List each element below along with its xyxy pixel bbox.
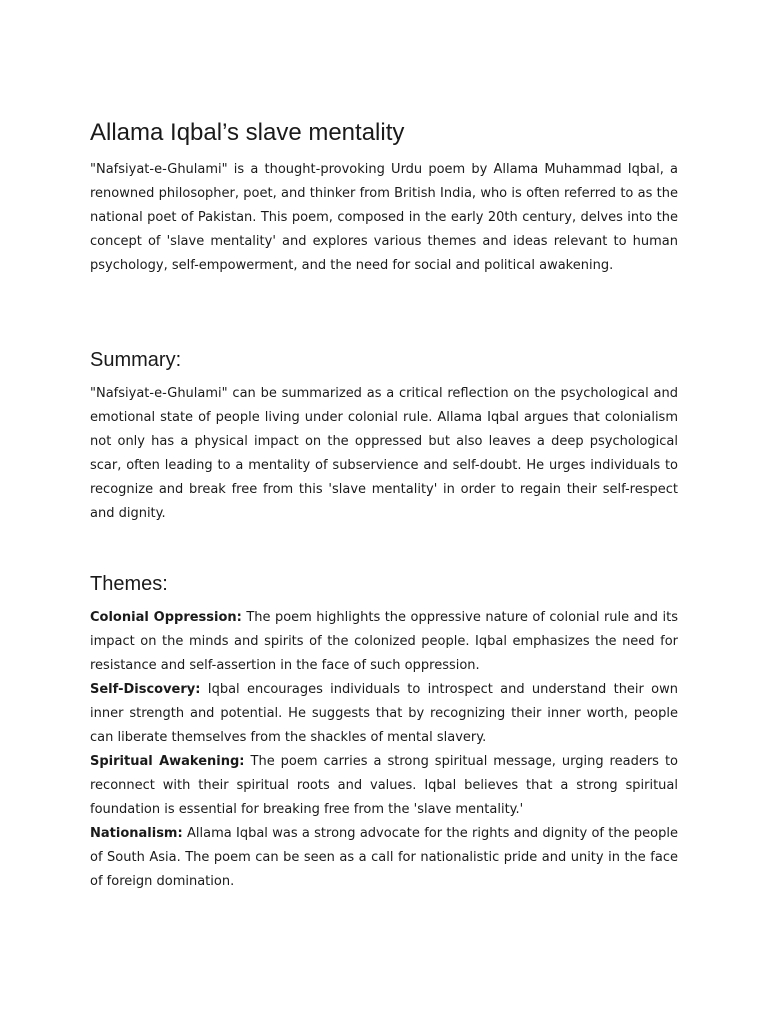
theme-text: Iqbal encourages individuals to introspect and understand their own inner strength and potential. He suggests that by recognizing their inner worth, people can liberate themselves from the shackles of mental slavery. bbox=[90, 682, 678, 745]
summary-heading: Summary: bbox=[90, 349, 182, 371]
page-title: Allama Iqbal’s slave mentality bbox=[90, 119, 405, 146]
theme-item-spiritual-awakening bbox=[90, 750, 678, 822]
theme-text: The poem highlights the oppressive nature of colonial rule and its impact on the minds and spirits of the colonized people. Iqbal emphasizes the need for resistance and self-assertion in the face of such oppression. bbox=[90, 610, 678, 673]
theme-text: The poem carries a strong spiritual message, urging readers to reconnect with their spiritual roots and values. Iqbal believes that a strong spiritual foundation is essential for breaking free from the 'slave mentality.' bbox=[90, 754, 678, 817]
themes-heading: Themes: bbox=[90, 573, 168, 595]
theme-name: Nationalism: bbox=[90, 826, 183, 841]
theme-name: Self-Discovery: bbox=[90, 682, 201, 697]
summary-paragraph: "Nafsiyat-e-Ghulami" can be summarized as a critical reflection on the psychological and emotional state of people living under colonial rule. Allama Iqbal argues that colonialism not only has a physical impact on the oppressed but also leaves a deep psychological scar, often leading to a mentality of subservience and self-doubt. He urges individuals to recognize and break free from this 'slave mentality' in order to regain their self-respect and dignity. bbox=[90, 386, 678, 521]
theme-item-self-discovery bbox=[90, 678, 678, 750]
theme-name: Colonial Oppression: bbox=[90, 610, 242, 625]
theme-name: Spiritual Awakening: bbox=[90, 754, 245, 769]
intro-paragraph: "Nafsiyat-e-Ghulami" is a thought-provoking Urdu poem by Allama Muhammad Iqbal, a renowned philosopher, poet, and thinker from British India, who is often referred to as the national poet of Pakistan. This poem, composed in the early 20th century, delves into the concept of 'slave mentality' and explores various themes and ideas relevant to human psychology, self-empowerment, and the need for social and political awakening. bbox=[90, 162, 678, 273]
theme-text: Allama Iqbal was a strong advocate for the rights and dignity of the people of South Asia. The poem can be seen as a call for nationalistic pride and unity in the face of foreign domination. bbox=[90, 826, 678, 889]
themes-list bbox=[90, 606, 678, 894]
theme-item-colonial-oppression bbox=[90, 606, 678, 678]
theme-item-nationalism bbox=[90, 822, 678, 894]
